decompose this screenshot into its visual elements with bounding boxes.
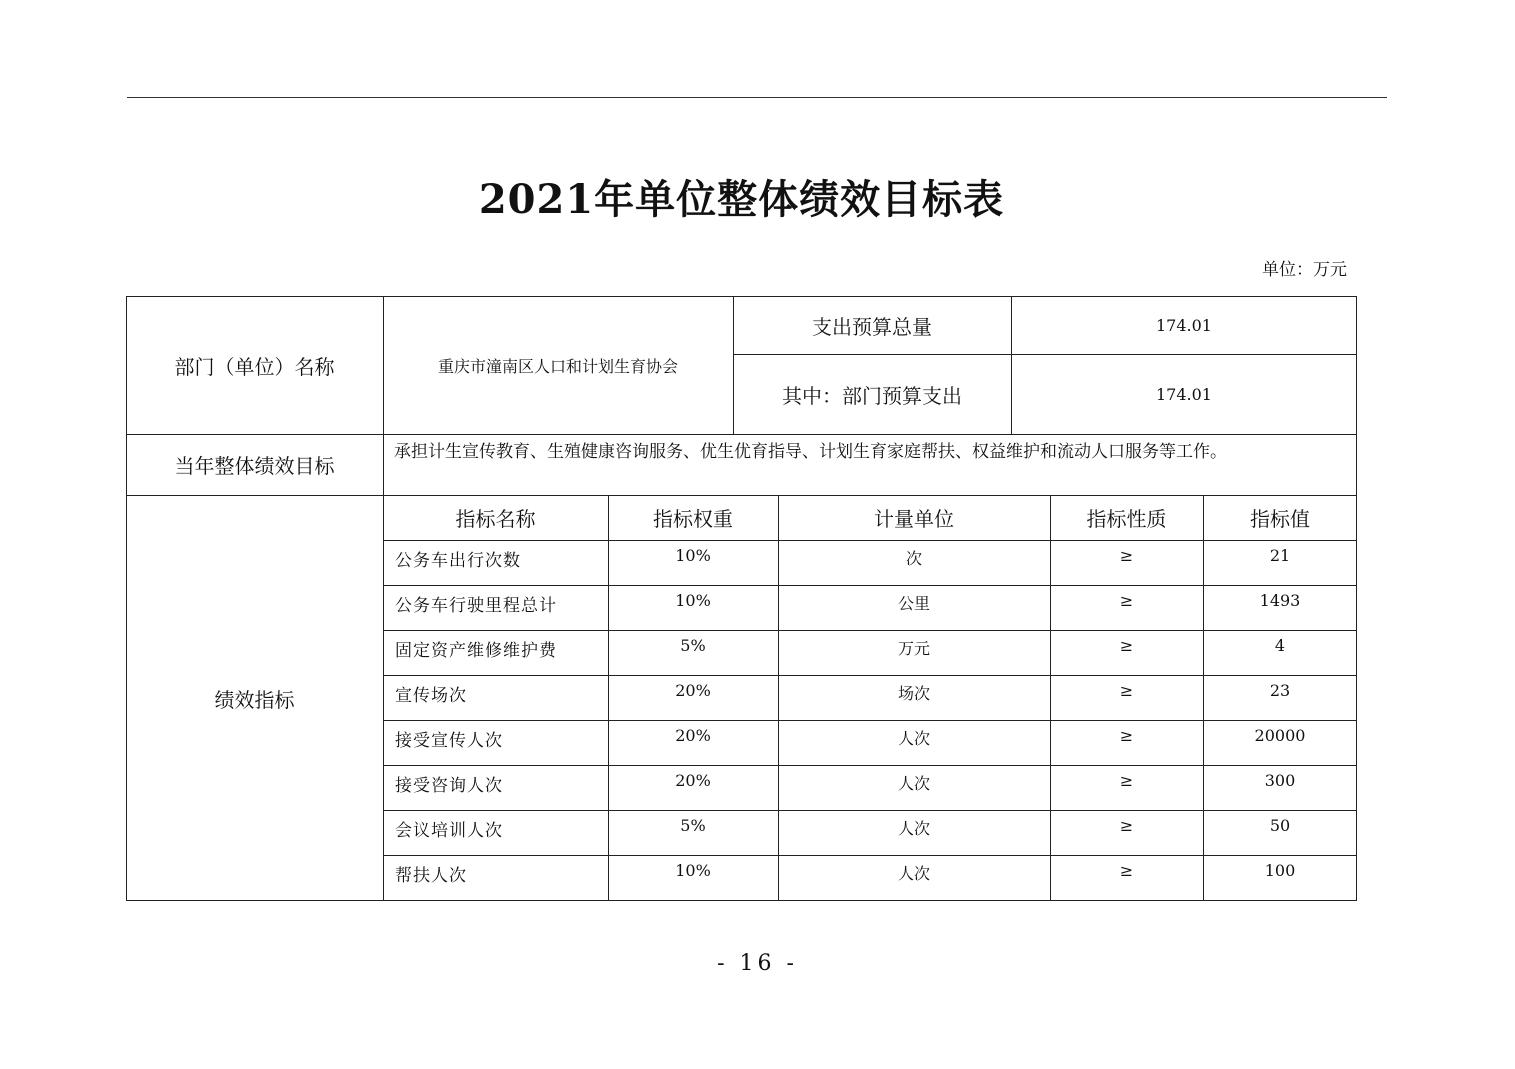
budget-total-value: 174.01: [1156, 315, 1212, 335]
header-indicator-weight: 指标权重: [653, 507, 733, 531]
header-measure-unit: 计量单位: [874, 507, 954, 531]
row-name: 公务车行驶里程总计: [395, 596, 557, 616]
budget-dept-value: 174.01: [1156, 384, 1212, 404]
row-unit: 人次: [897, 774, 930, 793]
row-weight: 20%: [675, 681, 711, 700]
budget-dept-label: 其中：部门预算支出: [782, 383, 962, 408]
page-number: - 16 -: [717, 951, 798, 976]
page-title: 2021年单位整体绩效目标表: [478, 176, 1005, 223]
row-value: 50: [1269, 816, 1291, 835]
row-unit: 次: [905, 549, 922, 568]
row-name: 公务车出行次数: [395, 551, 521, 571]
row-name: 帮扶人次: [395, 866, 467, 886]
dept-name-label: 部门（单位）名称: [174, 354, 335, 379]
row-nature: ≥: [1119, 816, 1134, 835]
row-unit: 场次: [897, 684, 930, 703]
row-nature: ≥: [1119, 636, 1134, 655]
goal-text: 承担计生宣传教育、生殖健康咨询服务、优生优育指导、计划生育家庭帮扶、权益维护和流动人口服务等工作。: [394, 442, 1227, 462]
goal-label: 当年整体绩效目标: [174, 454, 335, 478]
budget-total-label: 支出预算总量: [812, 314, 932, 339]
dept-name-value: 重庆市潼南区人口和计划生育协会: [437, 356, 678, 376]
row-nature: ≥: [1119, 771, 1134, 790]
row-name: 接受宣传人次: [395, 731, 503, 751]
row-value: 21: [1269, 546, 1291, 565]
indicators-label: 绩效指标: [214, 687, 295, 712]
row-weight: 5%: [680, 636, 706, 655]
row-unit: 万元: [897, 639, 930, 658]
row-nature: ≥: [1119, 681, 1134, 700]
row-weight: 20%: [675, 771, 711, 790]
row-nature: ≥: [1119, 591, 1134, 610]
header-indicator-name: 指标名称: [455, 507, 536, 531]
row-weight: 5%: [680, 816, 706, 835]
row-value: 1493: [1259, 591, 1301, 610]
row-nature: ≥: [1119, 861, 1134, 880]
header-rule: [127, 97, 1387, 98]
row-name: 固定资产维修维护费: [395, 641, 557, 661]
row-value: 300: [1264, 771, 1296, 790]
unit-note: 单位：万元: [1262, 260, 1347, 280]
row-weight: 10%: [675, 591, 711, 610]
row-value: 4: [1274, 636, 1286, 655]
row-value: 23: [1269, 681, 1291, 700]
row-nature: ≥: [1119, 726, 1134, 745]
row-unit: 人次: [897, 864, 930, 883]
row-weight: 10%: [675, 546, 711, 565]
row-unit: 人次: [897, 729, 930, 748]
row-unit: 人次: [897, 819, 930, 838]
header-indicator-value: 指标值: [1250, 507, 1310, 531]
row-unit: 公里: [897, 594, 930, 613]
header-indicator-nature: 指标性质: [1086, 507, 1167, 531]
row-value: 100: [1264, 861, 1296, 880]
row-weight: 20%: [675, 726, 711, 745]
row-nature: ≥: [1119, 546, 1134, 565]
row-name: 宣传场次: [395, 686, 467, 706]
row-name: 会议培训人次: [395, 821, 503, 841]
row-name: 接受咨询人次: [395, 776, 503, 796]
row-value: 20000: [1254, 726, 1306, 745]
row-weight: 10%: [675, 861, 711, 880]
